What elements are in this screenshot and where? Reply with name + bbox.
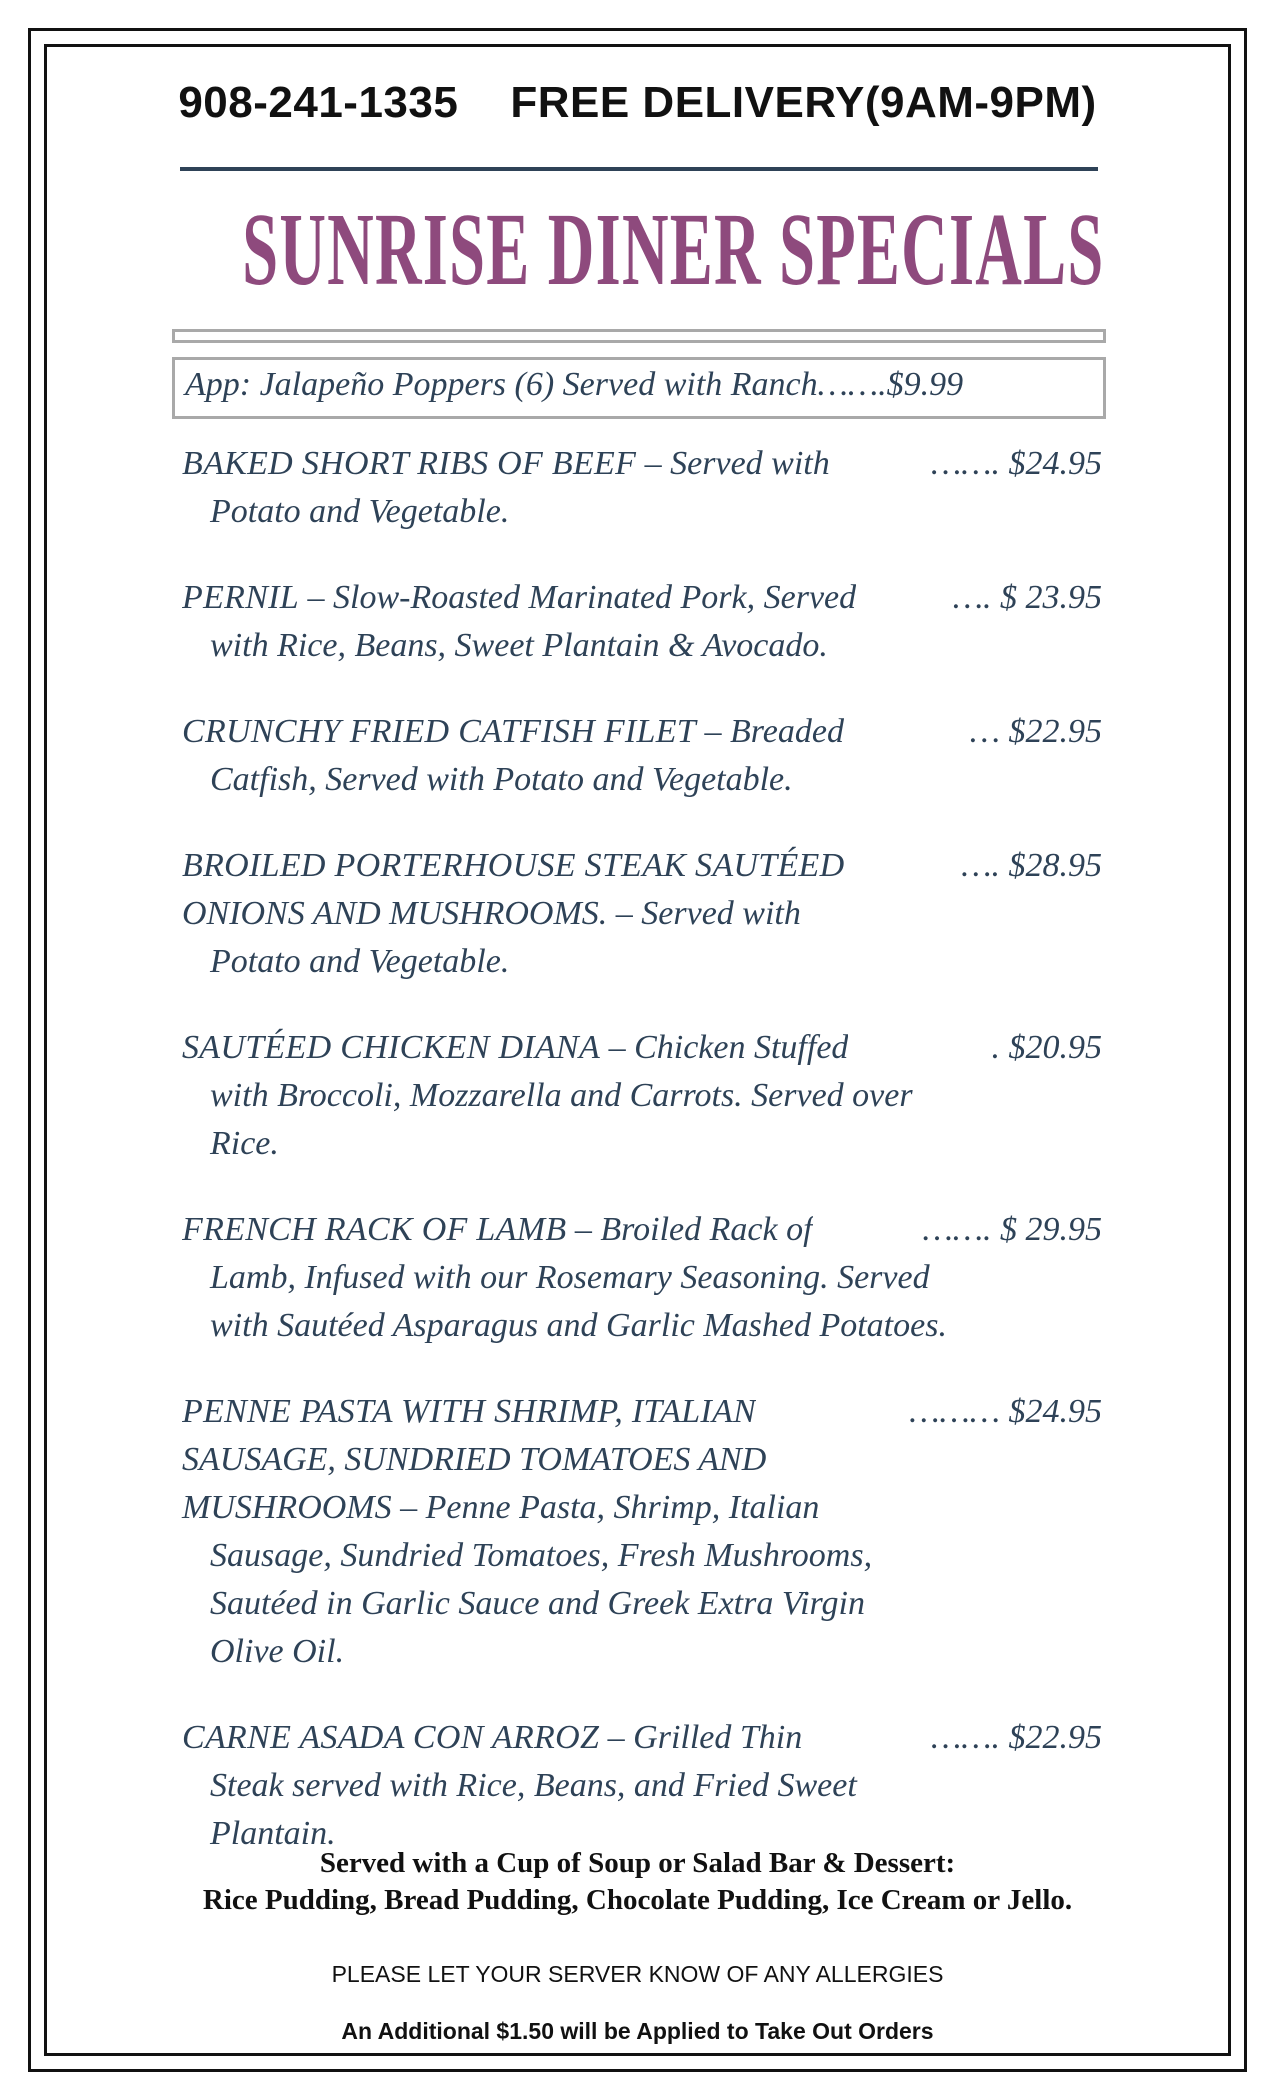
menu-item-name: PENNE PASTA WITH SHRIMP, ITALIAN	[182, 1393, 757, 1430]
menu-item-name-continued: SAUSAGE, SUNDRIED TOMATOES AND	[182, 1441, 767, 1478]
price-value: $22.95	[1008, 713, 1102, 750]
menu-item-first-line	[182, 842, 1102, 890]
price-leader-dots: …….	[922, 1211, 992, 1248]
menu-item-description: with Sautéed Asparagus and Garlic Mashed Potatoes.	[210, 1307, 947, 1344]
served-with-note: Served with a Cup of Soup or Salad Bar & Dessert:	[319, 1847, 956, 1879]
menu-item-name: PERNIL	[182, 579, 300, 616]
menu-item-heading	[182, 1206, 813, 1254]
menu-item	[182, 574, 1102, 670]
price-leader-dots: …….	[931, 1719, 1000, 1756]
menu-item-first-line	[182, 1024, 1102, 1072]
menu-item-desc-start: – Slow-Roasted Marinated Pork, Served	[299, 579, 857, 616]
menu-item-price	[953, 574, 1102, 622]
price-leader-dots: ….	[952, 579, 992, 616]
menu-item-description: Sausage, Sundried Tomatoes, Fresh Mushrooms,	[210, 1537, 873, 1574]
menu-item-desc-start: – Served with	[636, 445, 830, 482]
menu-item	[182, 1714, 1102, 1858]
menu-item-description: with Broccoli, Mozzarella and Carrots. Served over	[210, 1077, 913, 1114]
menu-item-desc-start: – Grilled Thin	[599, 1719, 803, 1756]
price-value: $24.95	[1008, 445, 1102, 482]
menu-item-name-continued: MUSHROOMS – Penne Pasta, Shrimp, Italian	[182, 1489, 820, 1526]
menu-item-name: CRUNCHY FRIED CATFISH FILET	[182, 713, 697, 750]
menu-item-description: Steak served with Rice, Beans, and Fried Sweet	[210, 1767, 857, 1804]
price-leader-dots: …….	[931, 445, 1000, 482]
price-value: $ 23.95	[1000, 579, 1102, 616]
menu-item	[182, 842, 1102, 986]
price-leader-dots: ….	[961, 847, 1000, 884]
delivery-hours: FREE DELIVERY(9AM-9PM)	[510, 78, 1097, 127]
menu-item-name-continued: ONIONS AND MUSHROOMS. – Served with	[182, 895, 801, 932]
menu-item-price	[909, 1388, 1102, 1436]
menu-item-first-line	[182, 1206, 1102, 1254]
menu-item-desc-start: – Chicken Stuffed	[600, 1029, 849, 1066]
menu-item-heading	[182, 708, 844, 756]
menu-item-heading	[182, 1024, 848, 1072]
menu-item-description: Potato and Vegetable.	[210, 493, 510, 530]
menu-item-price	[961, 842, 1102, 890]
menu-item-heading	[182, 842, 844, 890]
menu-item-description: Lamb, Infused with our Rosemary Seasoning. Served	[210, 1259, 930, 1296]
dessert-options: Rice Pudding, Bread Pudding, Chocolate Pudding, Ice Cream or Jello.	[202, 1884, 1073, 1916]
price-leader-dots: .	[991, 1029, 1000, 1066]
menu-item-description: Rice.	[210, 1125, 279, 1162]
header-divider	[180, 167, 1098, 171]
price-value: $22.95	[1008, 1719, 1102, 1756]
menu-item-heading	[182, 1388, 756, 1436]
menu-item-first-line	[182, 440, 1102, 488]
menu-item-heading	[182, 1714, 802, 1762]
menu-item	[182, 1024, 1102, 1168]
price-value: $28.95	[1008, 847, 1102, 884]
menu-item-description: Sautéed in Garlic Sauce and Greek Extra Virgin	[210, 1585, 865, 1622]
menu-item-desc-start: – Broiled Rack of	[566, 1211, 813, 1248]
menu-item-first-line	[182, 1388, 1102, 1436]
menu-item-description: Plantain.	[210, 1815, 336, 1852]
takeout-notice: An Additional $1.50 will be Applied to Take Out Orders	[341, 2018, 934, 2044]
menu-item-name: CARNE ASADA CON ARROZ	[182, 1719, 600, 1756]
menu-item-description: with Rice, Beans, Sweet Plantain & Avocado.	[210, 627, 828, 664]
decorative-box	[172, 329, 1106, 343]
price-leader-dots: ………	[909, 1393, 1000, 1430]
menu-item-price	[992, 1024, 1103, 1072]
price-value: $24.95	[1008, 1393, 1102, 1430]
price-leader-dots: …	[969, 713, 1000, 750]
menu-item-price	[970, 708, 1102, 756]
menu-item-name: BROILED PORTERHOUSE STEAK SAUTÉED	[182, 847, 845, 884]
menu-item-price	[923, 1206, 1102, 1254]
menu-item-description: Olive Oil.	[210, 1633, 345, 1670]
header-line	[0, 78, 1275, 128]
menu-item	[182, 440, 1102, 536]
menu-item	[182, 1388, 1102, 1676]
menu-item-first-line	[182, 1714, 1102, 1762]
menu-item-name: BAKED SHORT RIBS OF BEEF	[182, 445, 637, 482]
menu-item-heading	[182, 440, 830, 488]
menu-item-name: FRENCH RACK OF LAMB	[182, 1211, 567, 1248]
price-value: $ 29.95	[1000, 1211, 1102, 1248]
price-value: $20.95	[1008, 1029, 1102, 1066]
menu-item-description: Potato and Vegetable.	[210, 943, 510, 980]
menu-item-price	[931, 1714, 1102, 1762]
menu-item-first-line	[182, 708, 1102, 756]
menu-item-description: Catfish, Served with Potato and Vegetable.	[210, 761, 793, 798]
phone-number: 908-241-1335	[178, 78, 459, 127]
specials-list	[182, 440, 1102, 1896]
menu-item-desc-start: – Breaded	[696, 713, 844, 750]
appetizer-box: App: Jalapeño Poppers (6) Served with Ranch…….$9.99	[172, 357, 1106, 419]
allergy-notice: PLEASE LET YOUR SERVER KNOW OF ANY ALLERGIES	[331, 1961, 944, 1987]
menu-item	[182, 708, 1102, 804]
page-title: SUNRISE DINER SPECIALS	[242, 192, 1105, 307]
menu-item-heading	[182, 574, 856, 622]
menu-item	[182, 1206, 1102, 1350]
menu-item-name: SAUTÉED CHICKEN DIANA	[182, 1029, 601, 1066]
menu-item-first-line	[182, 574, 1102, 622]
menu-item-price	[931, 440, 1102, 488]
